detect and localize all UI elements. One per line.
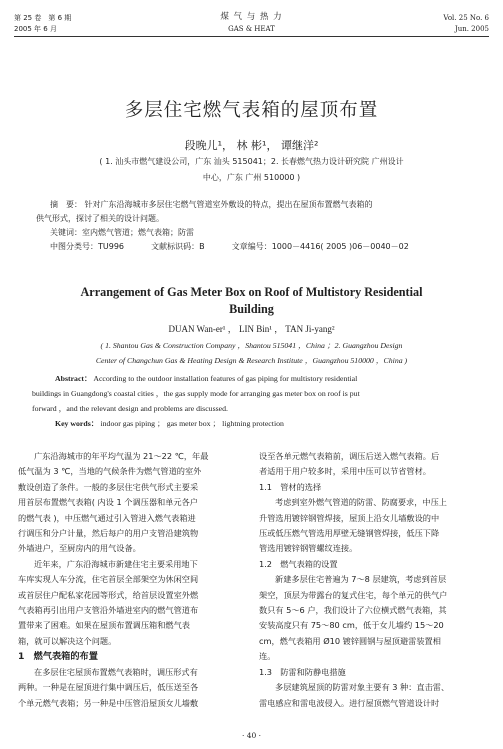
authors-en: DUAN Wan-er¹ ， LIN Bin¹ ， TAN Ji-yang² bbox=[168, 324, 335, 334]
title-en-line-1: Arrangement of Gas Meter Box on Roof of Multistory Residential bbox=[80, 285, 423, 299]
article-number: 1000－4416( 2005 )06－0040－02 bbox=[271, 242, 409, 251]
para-line: 近年来，广东沿海城市新建住宅主要采用地下 bbox=[34, 558, 198, 569]
body-left-column bbox=[18, 449, 242, 711]
affiliation-en-2: Center of Changchun Gas & Heating Design & Research Institute ，Guangzhou 510000 ，China ) bbox=[95, 356, 408, 365]
para-line: 两种。一种是在屋顶进行集中调压后，低压送至各 bbox=[18, 682, 199, 693]
para-line: 连。 bbox=[259, 651, 276, 662]
para-line: 者适用于用户较多时，采用中压可以节省管材。 bbox=[259, 466, 431, 477]
para-line: 车库实现人车分流，住宅首层全部架空为休闲空间 bbox=[18, 574, 199, 585]
para-line: 在多层住宅屋顶布置燃气表箱时，调压形式有 bbox=[34, 666, 198, 677]
classification-label: 中图分类号： bbox=[50, 242, 98, 251]
keywords-cn: 室内燃气管道；燃气表箱；防雷 bbox=[82, 228, 194, 237]
affiliation-cn-2: 中心，广东 广州 510000 ) bbox=[202, 173, 301, 182]
section-heading-1: 1 燃气表箱的布置 bbox=[18, 651, 98, 663]
para-line: 多层建筑屋顶的防雷对象主要有 3 种：直击雷、 bbox=[275, 682, 450, 693]
keywords-en-label: Key words： bbox=[55, 419, 99, 428]
header-journal-cn: 煤 气 与 热 力 bbox=[220, 12, 283, 22]
keywords-en: indoor gas piping ； gas meter box ； lightning protection bbox=[100, 419, 284, 428]
header-vol-en: Vol. 25 No. 6 bbox=[443, 14, 489, 22]
header-volume: 第 25 卷 第 6 期 bbox=[14, 14, 72, 22]
abstract-en-text-3: forward ，and the relevant design and problems are discussed. bbox=[32, 404, 228, 413]
para-line: 压或低压燃气管选用厚壁无缝钢管焊接，低压下降 bbox=[259, 528, 440, 539]
keywords-cn-label: 关键词： bbox=[50, 228, 82, 237]
abstract-en-text-1: According to the outdoor installation features of gas piping for multistory residential bbox=[93, 374, 358, 383]
affiliation-en-1: ( 1. Shantou Gas & Construction Company ，Shantou 515041 ，China ；2. Guangzhou Design bbox=[100, 341, 403, 350]
para-line: 升管选用镀锌钢管焊接，屋顶上沿女儿墙敷设的中 bbox=[259, 512, 440, 523]
header-journal-en: GAS & HEAT bbox=[228, 25, 275, 33]
para-line: 架空，顶层为带露台的复式住宅，每个单元的供气户 bbox=[259, 589, 448, 600]
abstract-cn bbox=[36, 198, 460, 254]
page-number: · 40 · bbox=[241, 731, 262, 740]
para-line: 考虑到室外燃气管道的防雷、防腐要求，中压上 bbox=[275, 497, 447, 508]
abstract-cn-label: 摘 要： bbox=[50, 200, 82, 209]
para-line: 行调压和分户计量，然后每户的用户支管沿建筑物 bbox=[18, 528, 199, 539]
abstract-en bbox=[32, 371, 475, 431]
affiliation-cn-1: ( 1. 汕头市燃气建设公司，广东 汕头 515041；2. 长春燃气热力设计研究院 广州设计 bbox=[99, 157, 404, 166]
para-line: 数只有 5～6 户，我们设计了六位横式燃气表箱，其 bbox=[259, 605, 447, 616]
para-line: 新建多层住宅普遍为 7～8 层建筑，考虑到首层 bbox=[275, 574, 447, 585]
para-line: 设至各单元燃气表箱前，调压后送入燃气表箱。后 bbox=[259, 451, 440, 461]
section-heading-1-2: 1.2 燃气表箱的设置 bbox=[259, 558, 338, 569]
doc-code: B bbox=[199, 242, 205, 251]
para-line: 的燃气表 )，中压燃气通过引入管进入燃气表箱进 bbox=[18, 512, 196, 523]
para-line: 箱，就可以解决这个问题。 bbox=[18, 635, 117, 646]
header-date: 2005 年 6 月 bbox=[14, 25, 57, 33]
title-cn: 多层住宅燃气表箱的屋顶布置 bbox=[124, 100, 379, 121]
title-en-line-2: Building bbox=[229, 302, 274, 316]
para-line: 或首层住户配私家花园等形式，给首层设置室外燃 bbox=[18, 589, 199, 600]
para-line: 置带来了困难。如果在屋顶布置调压箱和燃气表 bbox=[18, 620, 190, 631]
article-number-label: 文章编号： bbox=[231, 242, 272, 251]
classification-code: TU996 bbox=[98, 242, 125, 251]
para-line: 敷设创造了条件。一般的多层住宅供气形式主要采 bbox=[18, 481, 199, 492]
para-line: 个单元燃气表箱；另一种是中压管沿屋顶女儿墙敷 bbox=[18, 697, 199, 708]
para-line: 低气温为 3 ℃，当地的气候条件为燃气管道的室外 bbox=[18, 466, 202, 477]
para-line: 雷电感应和雷电波侵入。进行屋顶燃气管道设计时 bbox=[259, 697, 440, 708]
header-date-en: Jun. 2005 bbox=[454, 25, 489, 33]
abstract-en-text-2: buildings in Guangdong's coastal cities ，the gas supply mode for arranging gas meter box on roof is put bbox=[32, 389, 360, 398]
para-line: 外墙进户，至厨房内的用气设备。 bbox=[18, 543, 141, 554]
doc-code-label: 文献标识码： bbox=[151, 242, 200, 251]
authors-cn: 段晚儿¹， 林 彬¹， 谭继洋² bbox=[184, 139, 319, 152]
abstract-cn-text-1: 针对广东沿海城市多层住宅燃气管道室外敷设的特点，提出在屋顶布置燃气表箱的 bbox=[84, 200, 373, 209]
para-line: 气表箱再引出用户支管沿外墙进室内的燃气管道布 bbox=[18, 605, 199, 616]
para-line: cm，燃气表箱用 Ø10 镀锌圆钢与屋顶避雷装置相 bbox=[259, 635, 441, 646]
section-heading-1-3: 1.3 防雷和防静电措施 bbox=[259, 666, 346, 677]
abstract-cn-text-2: 供气形式，探讨了相关的设计问题。 bbox=[36, 214, 164, 223]
header-rule bbox=[14, 36, 489, 37]
body-right-column bbox=[259, 449, 487, 711]
abstract-en-label: Abstract： bbox=[55, 374, 92, 383]
para-line: 安装高度只有 75～80 cm，低于女儿墙约 15～20 bbox=[259, 620, 444, 631]
para-line: 管选用镀锌钢管螺纹连接。 bbox=[259, 543, 358, 554]
para-line: 广东沿海城市的年平均气温为 21～22 ℃，年最 bbox=[34, 451, 209, 461]
section-heading-1-1: 1.1 管材的选择 bbox=[259, 481, 322, 492]
para-line: 用首层布置燃气表箱( 内设 1 个调压器和单元各户 bbox=[18, 497, 198, 508]
